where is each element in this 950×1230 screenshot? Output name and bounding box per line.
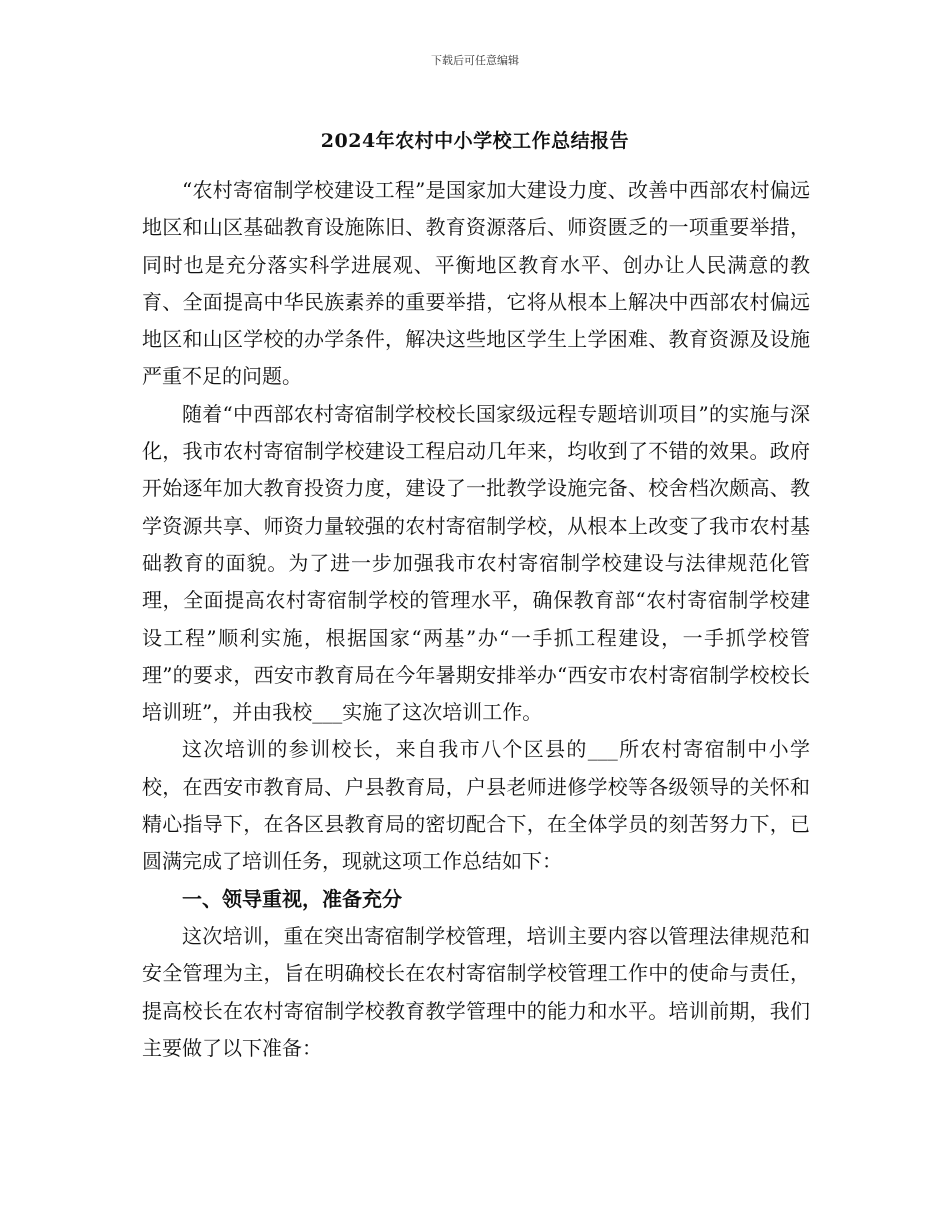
document-body [142,172,810,1067]
section-heading-1: 一、领导重视，准备充分 [182,886,402,911]
header-note: 下载后可任意编辑 [431,54,519,67]
paragraph-section-1: 这次培训，重在突出寄宿制学校管理，培训主要内容以管理法律规范和安全管理为主，旨在明确校长在农村寄宿制学校管理工作中的使命与责任，提高校长在农村寄宿制学校教育教学管理中的能力和水平。培训前期，我们主要做了以下准备： [142,923,810,1060]
document-title: 2024年农村中小学校工作总结报告 [320,130,630,152]
paragraph-participants: 这次培训的参训校长，来自我市八个区县的___所农村寄宿制中小学校，在西安市教育局、户县教育局，户县老师进修学校等各级领导的关怀和精心指导下，在各区县教育局的密切配合下，在全体学员的刻苦努力下，已圆满完成了培训任务，现就这项工作总结如下： [142,737,810,874]
paragraph-intro: “农村寄宿制学校建设工程”是国家加大建设力度、改善中西部农村偏远地区和山区基础教育设施陈旧、教育资源落后、师资匮乏的一项重要举措，同时也是充分落实科学进展观、平衡地区教育水平、创办让人民满意的教育、全面提高中华民族素养的重要举措，它将从根本上解决中西部农村偏远地区和山区学校的办学条件，解决这些地区学生上学困难、教育资源及设施严重不足的问题。 [142,178,810,389]
paragraph-background: 随着“中西部农村寄宿制学校校长国家级远程专题培训项目”的实施与深化，我市农村寄宿制学校建设工程启动几年来，均收到了不错的效果。政府开始逐年加大教育投资力度，建设了一批教学设施完备、校舍档次颇高、教学资源共享、师资力量较强的农村寄宿制学校，从根本上改变了我市农村基础教育的面貌。为了进一步加强我市农村寄宿制学校建设与法律规范化管理，全面提高农村寄宿制学校的管理水平，确保教育部“农村寄宿制学校建设工程”顺利实施，根据国家“两基”办“一手抓工程建设，一手抓学校管理”的要求，西安市教育局在今年暑期安排举办“西安市农村寄宿制学校校长培训班”，并由我校___实施了这次培训工作。 [142,401,810,725]
